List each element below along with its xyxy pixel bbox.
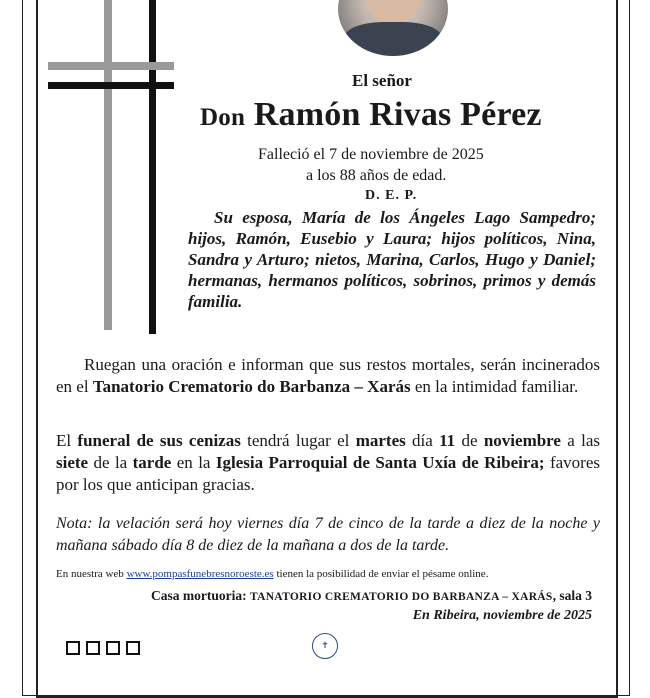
wake-note: Nota: la velación será hoy viernes día 7 de cinco de la tarde a diez de la noche y mañana sábado día 8 de diez de la mañana a dos de la tarde.	[56, 515, 600, 554]
dep-text: D. E. P.	[365, 188, 418, 203]
name-prefix: Don	[200, 104, 246, 131]
funeral-home-logo-icon: ✝	[312, 633, 338, 659]
website-link[interactable]: www.pompasfunebresnoroeste.es	[126, 568, 274, 580]
age-line: a los 88 años de edad.	[306, 167, 447, 184]
pre-title: El señor	[352, 71, 412, 90]
name-text: Ramón Rivas Pérez	[253, 96, 542, 133]
funeral-home-line: Casa mortuoria: TANATORIO CREMATORIO DO BARBANZA – XARÁS, sala 3	[151, 588, 592, 603]
death-line: Falleció el 7 de noviembre de 2025	[258, 146, 484, 163]
family-list: Su esposa, María de los Ángeles Lago Sampedro; hijos, Ramón, Eusebio y Laura; hijos políticos, Nina, Sandra y Arturo; nietos, Marina, Carlos, Hugo y Daniel; hermanas, hermanos políticos, sobrinos, primos y demás familia.	[188, 208, 596, 311]
funeral-paragraph: El funeral de sus cenizas tendrá lugar el martes día 11 de noviembre a las siete de la tarde en la Iglesia Parroquial de Santa Uxía de Ribeira; favores por los que anticipan gracias.	[56, 431, 601, 494]
place-date: En Ribeira, noviembre de 2025	[412, 608, 592, 623]
cremation-paragraph: Ruegan una oración e informan que sus restos mortales, serán incinerados en el Tanatorio Crematorio do Barbanza – Xarás en la intimidad familiar.	[56, 355, 600, 396]
cross-icon	[48, 0, 174, 340]
deceased-photo	[338, 0, 448, 56]
deceased-name	[200, 96, 542, 134]
web-line: En nuestra web www.pompasfunebresnoroeste.es tienen la posibilidad de enviar el pésame online.	[56, 568, 489, 580]
